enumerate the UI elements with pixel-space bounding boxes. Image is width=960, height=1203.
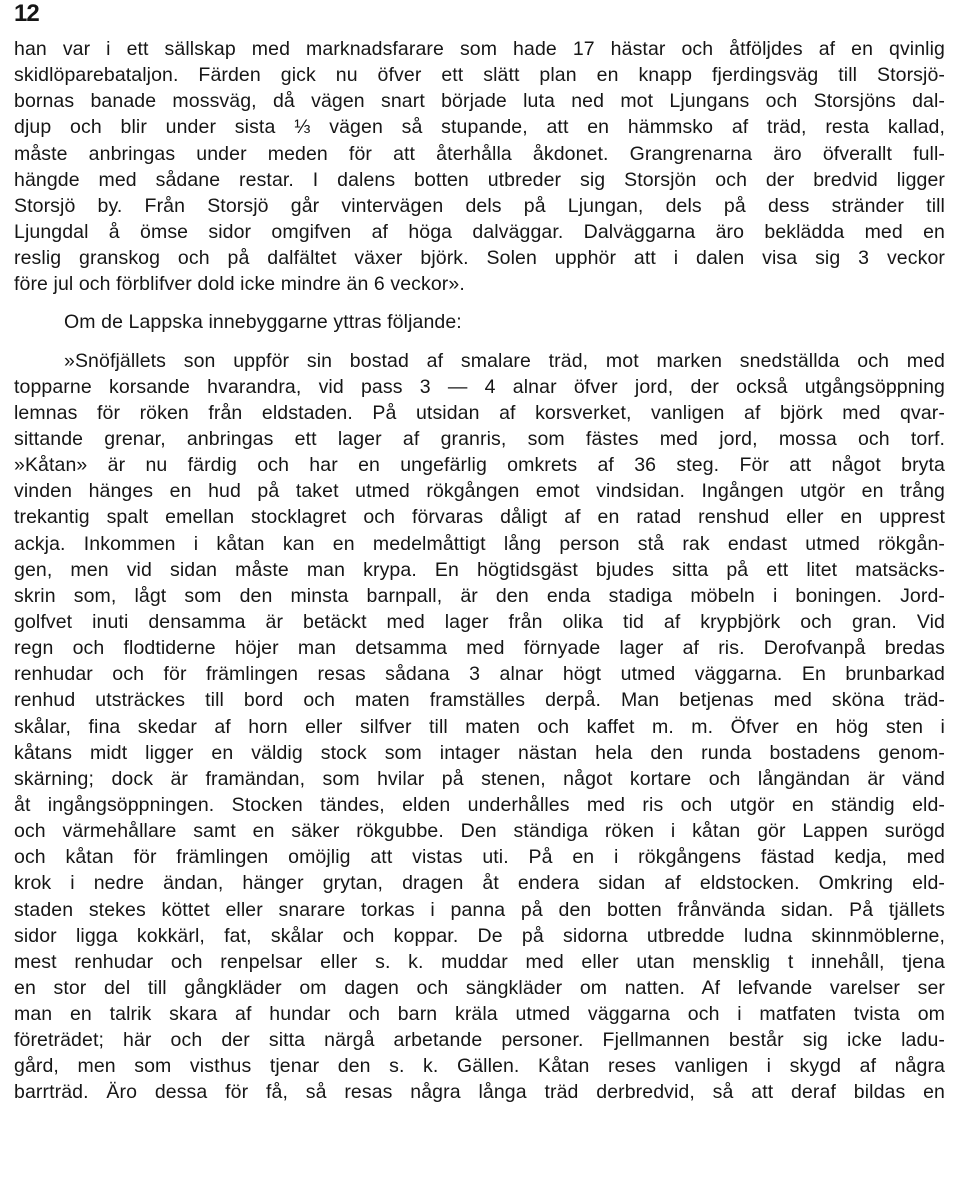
text-line: skärning; dock är framändan, som hvilar på stenen, något kortare och långändan är vänd: [14, 767, 945, 790]
text-line: bornas banade mossväg, då vägen snart började luta ned mot Ljungans och Storsjöns dal-: [14, 90, 945, 113]
text-line: Om de Lappska innebyggarne yttras följande:: [64, 311, 462, 334]
text-line: ackja. Inkommen i kåtan kan en medelmåttigt lång person stå rak endast utmed rökgån-: [14, 532, 945, 555]
text-line: skrin som, lågt som den minsta barnpall, är den enda stadiga möbeln i boningen. Jord-: [14, 584, 945, 607]
text-line: måste anbringas under meden för att återhålla åkdonet. Grangrenarna äro öfverallt full-: [14, 142, 945, 165]
text-line: sittande grenar, anbringas ett lager af granris, som fästes med jord, mossa och torf.: [14, 427, 945, 450]
text-line: skålar, fina skedar af horn eller silfver till maten och kaffet m. m. Öfver en hög sten i: [14, 715, 945, 738]
text-line: »Kåtan» är nu färdig och har en ungefärlig omkrets af 36 steg. För att något bryta: [14, 454, 945, 477]
text-line: regn och flodtiderne höjer man detsamma med förnyade lager af ris. Derofvanpå bredas: [14, 637, 945, 660]
text-line: renhudar och för främlingen resas sådana 3 alnar högt utmed väggarna. En brunbarkad: [14, 663, 945, 686]
paragraph-3: [14, 348, 945, 1106]
body-text: [14, 36, 945, 1106]
page-number: 12: [14, 0, 39, 27]
text-line: åt ingångsöppningen. Stocken tändes, elden underhålles med ris och utgör en ständig eld-: [14, 793, 945, 816]
text-line: hängde med sådane restar. I dalens botten utbreder sig Storsjön och der bredvid ligger: [14, 168, 945, 191]
text-line: »Snöfjällets son uppför sin bostad af smalare träd, mot marken snedställda och med: [64, 349, 945, 372]
text-line: renhud utsträckes till bord och maten framställes derpå. Man betjenas med sköna träd-: [14, 689, 945, 712]
text-line: Storsjö by. Från Storsjö går vintervägen dels på Ljungan, dels på dess stränder till: [14, 194, 945, 217]
paragraph-gap: [14, 297, 945, 309]
paragraph-2: [14, 309, 945, 335]
text-line: lemnas för röken från eldstaden. På utsidan af korsverket, vanligen af björk med qvar-: [14, 401, 945, 424]
text-line: trekantig spalt emellan stocklagret och förvaras dåligt af en ratad renshud eller en upprest: [14, 506, 945, 529]
text-line: sidor ligga kokkärl, fat, skålar och koppar. De på sidorna utbredde ludna skinnmöblerne,: [14, 924, 945, 947]
text-line: skidlöparebataljon. Färden gick nu öfver ett slätt plan en knapp fjerdingsväg till Storsjö-: [14, 64, 945, 87]
text-line: gen, men vid sidan måste man krypa. En högtidsgäst bjudes sitta på ett litet matsäcks-: [14, 558, 945, 581]
text-line: kåtans midt ligger en väldig stock som intager nästan hela den runda bostadens genom-: [14, 741, 945, 764]
text-line: staden stekes köttet eller snarare torkas i panna på den botten frånvända sidan. På tjällets: [14, 898, 945, 921]
text-line: gård, men som visthus tjenar den s. k. Gällen. Kåtan reses vanligen i skygd af några: [14, 1055, 945, 1078]
text-line: han var i ett sällskap med marknadsfarare som hade 17 hästar och åtföljdes af en qvinlig: [14, 38, 945, 60]
paragraph-gap: [14, 336, 945, 348]
text-line: vinden hänges en hud på taket utmed rökgången emot vindsidan. Ingången utgör en trång: [14, 480, 945, 503]
text-line: mest renhudar och renpelsar eller s. k. muddar med eller utan mensklig t innehåll, tjena: [14, 950, 945, 973]
text-line: barrträd. Äro dessa för få, så resas några långa träd derbredvid, så att deraf bildas en: [14, 1081, 945, 1104]
text-line: golfvet inuti densamma är betäckt med lager från olika tid af krypbjörk och gran. Vid: [14, 610, 945, 633]
text-line: och kåtan för främlingen omöjlig att vistas uti. På en i rökgångens fästad kedja, med: [14, 846, 945, 869]
text-line: före jul och förblifver dold icke mindre än 6 veckor».: [14, 273, 465, 296]
text-line: reslig granskog och på dalfältet växer björk. Solen upphör att i dalen visa sig 3 veckor: [14, 247, 945, 270]
paragraph-1: [14, 36, 945, 297]
text-line: och värmehållare samt en säker rökgubbe. Den ständiga röken i kåtan gör Lappen surögd: [14, 820, 945, 843]
text-line: företrädet; här och der sitta närgå arbetande personer. Fjellmannen består sig icke ladu-: [14, 1029, 945, 1052]
text-line: krok i nedre ändan, hänger grytan, dragen åt endera sidan af eldstocken. Omkring eld-: [14, 872, 945, 895]
text-line: Ljungdal å ömse sidor omgifven af höga dalväggar. Dalväggarna äro beklädda med en: [14, 220, 945, 243]
text-line: en stor del till gångkläder om dagen och sängkläder om natten. Af lefvande varelser ser: [14, 976, 945, 999]
text-line: djup och blir under sista ⅓ vägen så stupande, att en hämmsko af träd, resta kallad,: [14, 116, 945, 139]
text-line: man en talrik skara af hundar och barn kräla utmed väggarna och i matfaten tvista om: [14, 1003, 945, 1026]
text-line: topparne korsande hvarandra, vid pass 3 — 4 alnar öfver jord, der också utgångsöppning: [14, 375, 945, 398]
